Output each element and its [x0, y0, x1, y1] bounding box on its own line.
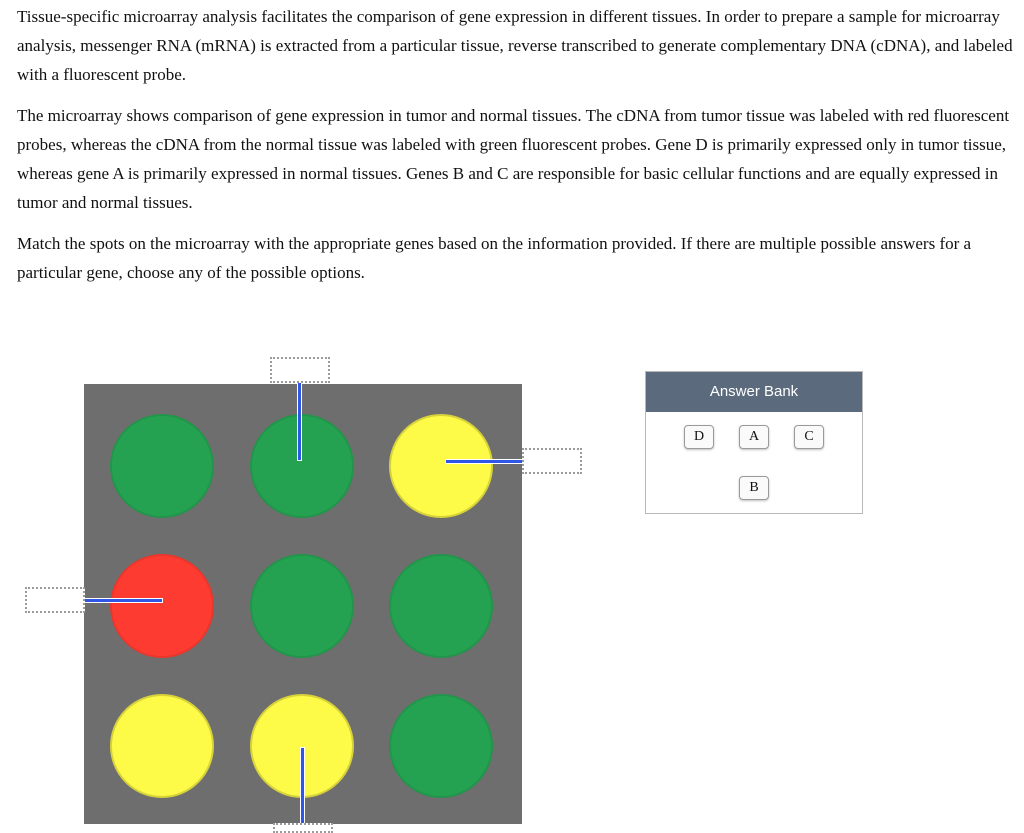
- question-paragraph-1: Tissue-specific microarray analysis facilitates the comparison of gene expression in different tissues. In order to prepare a sample for microarray analysis, messenger RNA (mRNA) is extracted from a particular tissue, reverse transcribed to generate complementary DNA (cDNA), and labeled with a fluorescent probe.: [17, 7, 1013, 84]
- question-instructions: Match the spots on the microarray with the appropriate genes based on the information provided. If there are multiple possible answers for a particular gene, choose any of the possible options.: [17, 234, 972, 282]
- answer-chip-b[interactable]: B: [739, 476, 769, 500]
- answer-chip-d[interactable]: D: [684, 425, 714, 449]
- answer-bank-title: Answer Bank: [646, 372, 862, 412]
- spot-r3-c1: [110, 694, 214, 798]
- spot-r2-c1: [110, 554, 214, 658]
- question-paragraph-2: The microarray shows comparison of gene expression in tumor and normal tissues. The cDNA from tumor tissue was labeled with red fluorescent probes, whereas the cDNA from the normal tissue was labeled with green fluorescent probes. Gene D is primarily expressed only in tumor tissue, whereas gene A is primarily expressed in normal tissues. Genes B and C are responsible for basic cellular functions and are equally expressed in tumor and normal tissues.: [17, 106, 1010, 212]
- dropzone-right-spot[interactable]: [522, 448, 582, 474]
- answer-chip-c[interactable]: C: [794, 425, 824, 449]
- leader-line-bottom: [301, 748, 304, 824]
- leader-line-top: [298, 383, 301, 460]
- dropzone-bottom-spot[interactable]: [273, 823, 333, 833]
- answer-chip-a[interactable]: A: [739, 425, 769, 449]
- spot-r1-c1: [110, 414, 214, 518]
- spot-r2-c3: [389, 554, 493, 658]
- spot-r1-c3: [389, 414, 493, 518]
- spot-r2-c2: [250, 554, 354, 658]
- dropzone-left-spot[interactable]: [25, 587, 85, 613]
- spot-r1-c2: [250, 414, 354, 518]
- leader-line-right: [446, 460, 522, 463]
- spot-r3-c3: [389, 694, 493, 798]
- leader-line-left: [84, 599, 162, 602]
- dropzone-top-spot[interactable]: [270, 357, 330, 383]
- answer-bank: [645, 371, 863, 514]
